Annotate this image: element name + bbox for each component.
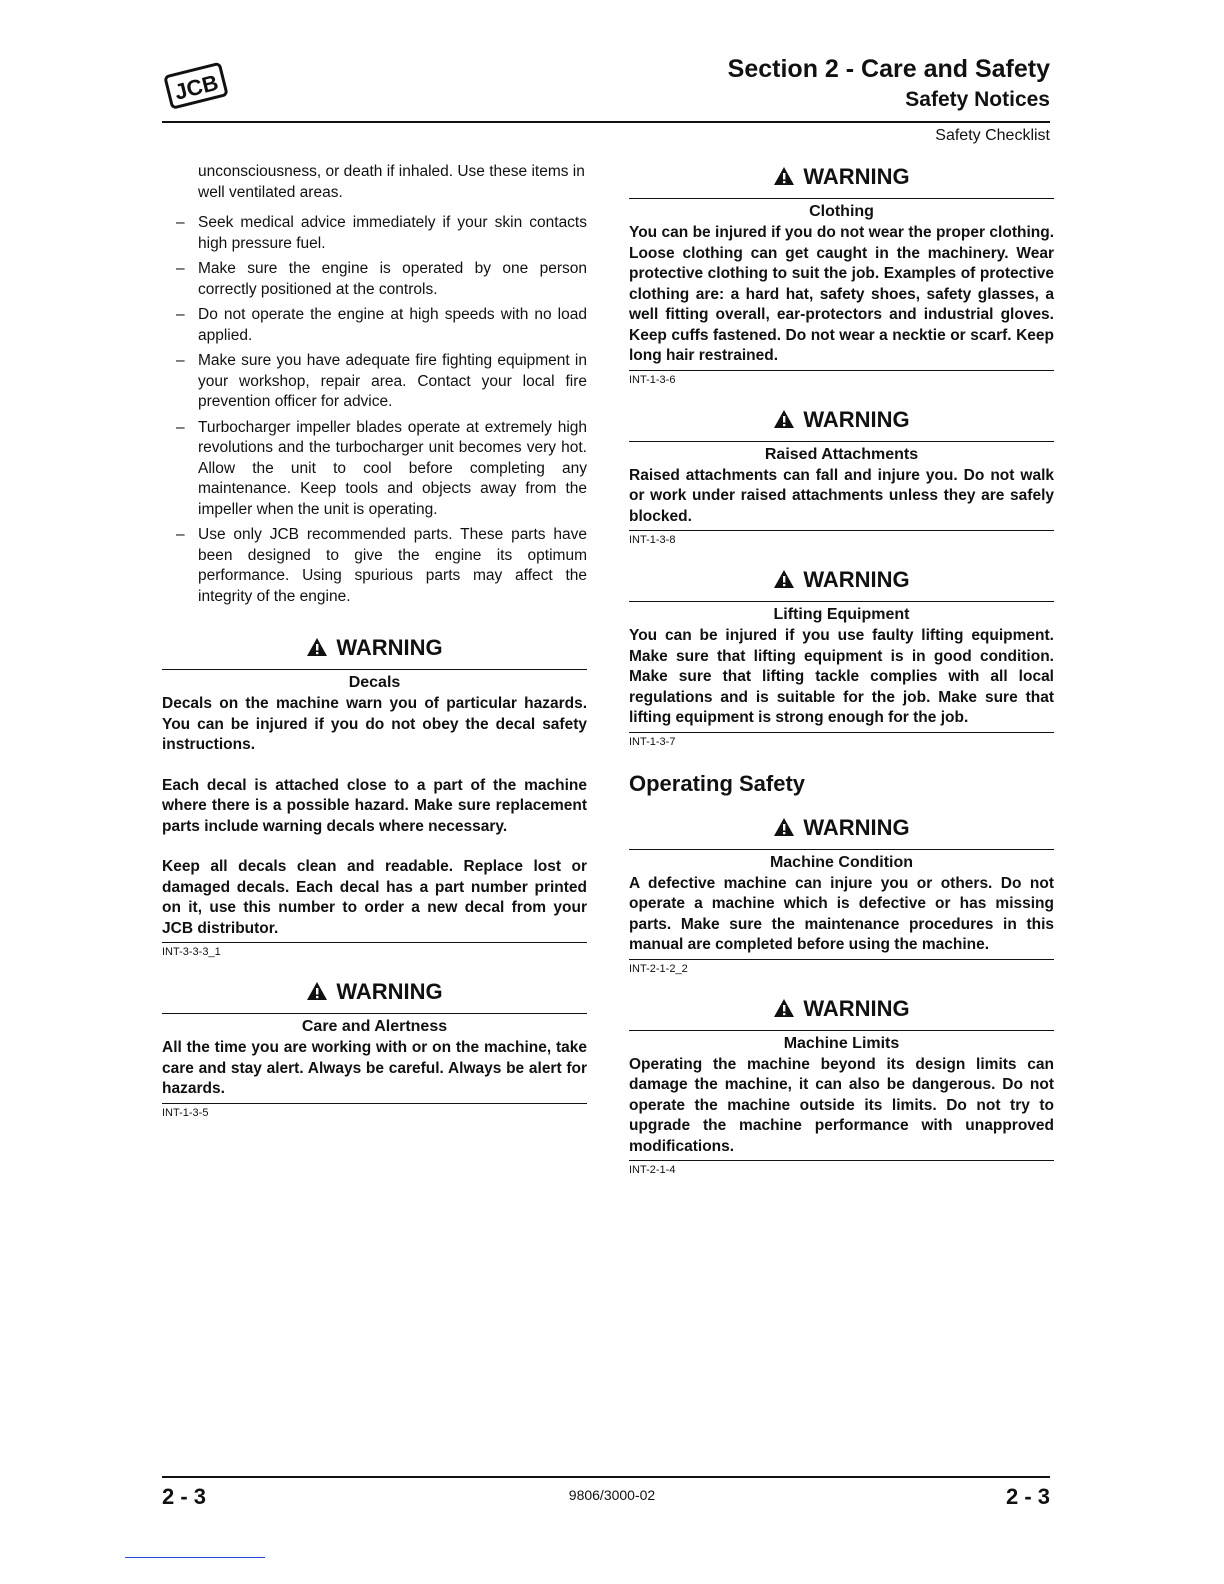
warning-body — [162, 694, 587, 939]
warning-label: WARNING — [336, 979, 443, 1004]
warning-body — [629, 223, 1054, 367]
header-rule — [162, 121, 1050, 123]
warning-heading — [629, 405, 1054, 437]
warning-lifting-equipment — [629, 565, 1054, 749]
list-item: – Seek medical advice immediately if your skin contacts high pressure fuel. — [162, 213, 587, 254]
warning-triangle-icon — [306, 635, 328, 665]
reference-code: INT-3-3-3_1 — [162, 946, 221, 958]
divider — [629, 1030, 1054, 1031]
continued-text: unconsciousness, or death if inhaled. Use these items in well ventilated areas. — [198, 163, 585, 201]
warning-paragraph: A defective machine can injure you or others. Do not operate a machine which is defective or has missing parts. Make sure the maintenance procedures in this manual are completed before using the machine. — [629, 874, 1054, 953]
divider — [629, 959, 1054, 960]
warning-machine-limits — [629, 994, 1054, 1178]
warning-label: WARNING — [803, 814, 910, 840]
reference-code: INT-1-3-7 — [629, 735, 676, 748]
warning-triangle-icon — [773, 567, 795, 597]
page-number-left: 2 - 3 — [162, 1484, 207, 1509]
warning-heading — [162, 977, 587, 1009]
document-number: 9806/3000-02 — [568, 1487, 656, 1503]
left-column — [162, 162, 587, 1120]
reference-code: INT-1-3-5 — [162, 1106, 209, 1119]
divider — [629, 441, 1054, 442]
section-title: Section 2 - Care and Safety — [727, 55, 1050, 83]
warning-paragraph: Decals on the machine warn you of particular hazards. You can be injured if you do not obey the decal safety instructions. — [162, 695, 587, 753]
warning-title: Lifting Equipment — [773, 606, 910, 623]
warning-care-alertness — [162, 977, 587, 1120]
warning-heading — [629, 813, 1054, 845]
warning-clothing — [629, 162, 1054, 387]
warning-title: Decals — [348, 674, 401, 691]
list-item: – Turbocharger impeller blades operate at extremely high revolutions and the turbocharger unit becomes very hot. Allow the unit to cool before completing any maintenance. Keep tools and objects away from the impeller when the unit is operating. — [162, 418, 587, 521]
right-column — [629, 162, 1054, 1177]
warning-body — [162, 1038, 587, 1100]
warning-label: WARNING — [336, 635, 443, 660]
warning-body — [629, 626, 1054, 729]
warning-label: WARNING — [803, 164, 910, 189]
warning-label: WARNING — [803, 406, 910, 432]
warning-triangle-icon — [773, 164, 795, 194]
footer-rule — [162, 1476, 1050, 1478]
safety-bullet-list — [162, 213, 587, 607]
list-item: – Do not operate the engine at high speeds with no load applied. — [162, 305, 587, 346]
divider — [629, 601, 1054, 602]
warning-paragraph: You can be injured if you use faulty lifting equipment. Make sure that lifting equipment is in good condition. Make sure that lifting tackle complies with all local regulations and is suitable for the job. Make sure that lifting equipment is strong enough for the job. — [629, 627, 1054, 726]
divider — [629, 198, 1054, 199]
warning-heading — [629, 162, 1054, 194]
list-item: – Use only JCB recommended parts. These parts have been designed to give the engine its optimum performance. Using spurious parts may affect the integrity of the engine. — [162, 525, 587, 607]
divider — [629, 732, 1054, 733]
warning-raised-attachments — [629, 405, 1054, 548]
scan-artifact-line — [125, 1557, 265, 1558]
warning-label: WARNING — [803, 995, 910, 1021]
warning-body — [629, 466, 1054, 528]
warning-paragraph: All the time you are working with or on the machine, take care and stay alert. Always be careful. Always be alert for hazards. — [162, 1039, 587, 1097]
divider — [162, 1103, 587, 1104]
topic-title: Safety Checklist — [935, 127, 1050, 144]
warning-heading — [629, 565, 1054, 597]
warning-machine-condition — [629, 813, 1054, 976]
warning-body — [629, 874, 1054, 956]
divider — [629, 1160, 1054, 1161]
warning-paragraph: Raised attachments can fall and injure you. Do not walk or work under raised attachments unless they are safely blocked. — [629, 466, 1054, 525]
warning-label: WARNING — [803, 567, 910, 592]
warning-paragraph: You can be injured if you do not wear the proper clothing. Loose clothing can get caught in the machinery. Wear protective clothing to suit the job. Examples of protective clothing are: a hard hat, safety shoes, safety glasses, a well fitting overall, ear-protectors and industrial gloves. Keep cuffs fastened. Do not wear a necktie or scarf. Keep long hair restrained. — [629, 224, 1054, 364]
warning-triangle-icon — [773, 815, 795, 845]
reference-code: INT-1-3-8 — [629, 534, 676, 546]
subsection-title: Safety Notices — [905, 88, 1050, 111]
warning-title: Machine Limits — [783, 1034, 900, 1052]
operating-safety-heading: Operating Safety — [629, 770, 806, 796]
divider — [162, 942, 587, 943]
warning-heading — [162, 633, 587, 665]
divider — [162, 1013, 587, 1014]
warning-decals — [162, 633, 587, 959]
warning-triangle-icon — [306, 979, 328, 1009]
warning-paragraph: Operating the machine beyond its design limits can damage the machine, it can also be dangerous. Do not operate the machine outside its limits. Do not try to upgrade the machine performance with unapproved modifications. — [629, 1055, 1054, 1155]
warning-body — [629, 1055, 1054, 1158]
warning-paragraph: Keep all decals clean and readable. Replace lost or damaged decals. Each decal has a part number printed on it, use this number to order a new decal from your JCB distributor. — [162, 858, 587, 937]
logo-text: JCB — [171, 69, 221, 105]
divider — [629, 849, 1054, 850]
list-item: – Make sure you have adequate fire fighting equipment in your workshop, repair area. Contact your local fire prevention officer for advice. — [162, 351, 587, 413]
divider — [629, 370, 1054, 371]
divider — [162, 669, 587, 670]
page-number-right: 2 - 3 — [1005, 1484, 1050, 1509]
warning-heading — [629, 994, 1054, 1026]
warning-paragraph: Each decal is attached close to a part of the machine where there is a possible hazard. Make sure replacement parts include warning decals where necessary. — [162, 776, 587, 835]
reference-code: INT-1-3-6 — [629, 373, 676, 386]
warning-title: Clothing — [809, 203, 874, 220]
warning-title: Machine Condition — [769, 853, 914, 871]
list-item: – Make sure the engine is operated by one person correctly positioned at the controls. — [162, 259, 587, 300]
warning-triangle-icon — [773, 407, 795, 437]
reference-code: INT-2-1-2_2 — [629, 962, 688, 975]
jcb-logo — [160, 58, 230, 114]
divider — [629, 530, 1054, 531]
warning-title: Raised Attachments — [764, 445, 919, 463]
reference-code: INT-2-1-4 — [629, 1164, 676, 1176]
warning-title: Care and Alertness — [301, 1018, 448, 1035]
warning-triangle-icon — [773, 996, 795, 1026]
